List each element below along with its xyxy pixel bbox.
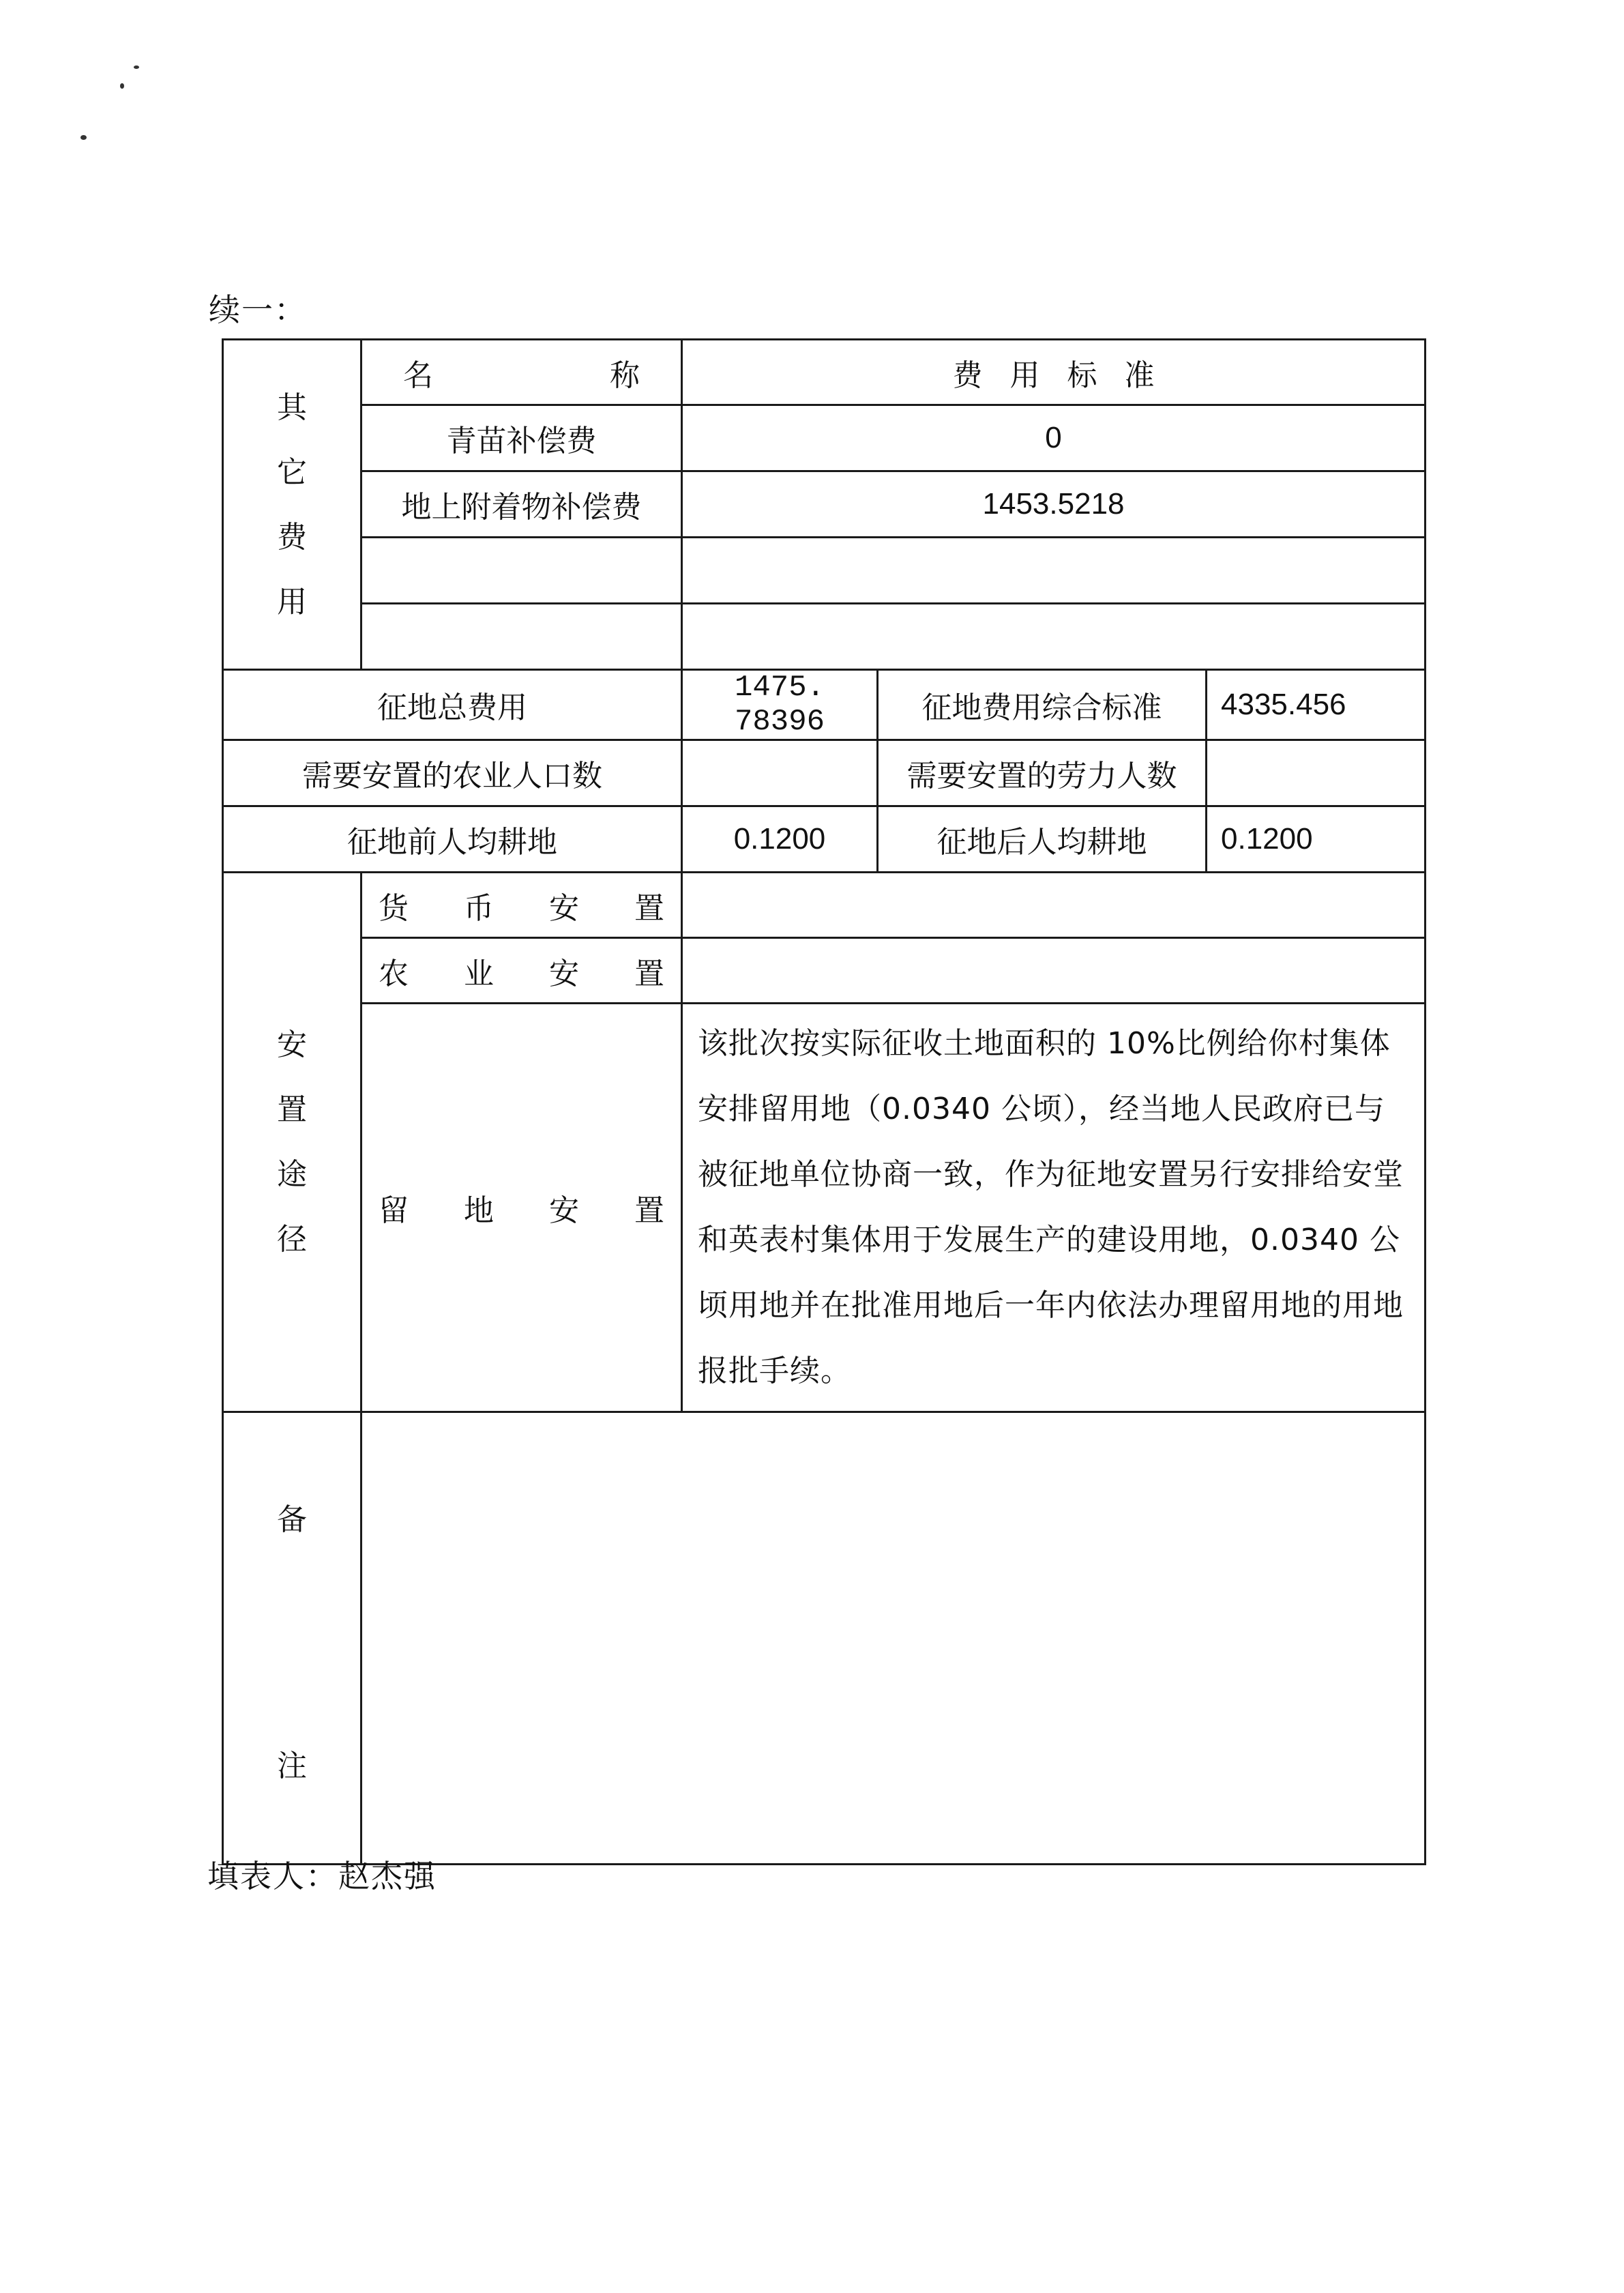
cost-value-cell: 1453.5218 xyxy=(682,471,1426,538)
per-capita-after-value: 0.1200 xyxy=(1207,806,1426,873)
agri-population-value xyxy=(682,740,878,806)
land-reservation-label: 留 地 安 置 xyxy=(361,1004,682,1412)
cost-name-cell: 青苗补偿费 xyxy=(361,405,682,471)
resettlement-group-label: 安 置 途 径 xyxy=(223,873,361,1412)
land-acquisition-form xyxy=(222,338,1426,1865)
per-capita-before-label: 征地前人均耕地 xyxy=(223,806,682,873)
per-capita-after-label: 征地后人均耕地 xyxy=(878,806,1207,873)
cost-value-cell: 0 xyxy=(682,405,1426,471)
per-capita-before-value: 0.1200 xyxy=(682,806,878,873)
scan-speck xyxy=(80,135,87,140)
standard-column-header: 费 用 标 准 xyxy=(682,340,1426,405)
cost-name-cell xyxy=(361,538,682,604)
cost-value-cell xyxy=(682,604,1426,670)
agri-resettlement-value xyxy=(682,938,1426,1004)
agri-resettlement-label: 农 业 安 置 xyxy=(361,938,682,1004)
name-column-header: 名 称 xyxy=(361,340,682,405)
remarks-content xyxy=(361,1412,1426,1865)
composite-standard-value: 4335.456 xyxy=(1207,670,1426,740)
cost-name-cell xyxy=(361,604,682,670)
form-filler: 填表人：赵杰强 xyxy=(207,1858,437,1895)
continuation-label: 续一： xyxy=(209,291,307,328)
other-costs-group-label: 其 它 费 用 xyxy=(223,340,361,670)
remarks-label: 备 注 xyxy=(223,1412,361,1865)
agri-population-label: 需要安置的农业人口数 xyxy=(223,740,682,806)
land-reservation-text: 该批次按实际征收土地面积的 10%比例给你村集体安排留用地（0.0340 公顷），经当地人民政府已与被征地单位协商一致，作为征地安置另行安排给安堂和英表村集体用于发展生产的建设用地，0.0340 公顷用地并在批准用地后一年内依法办理留用地的用地报批手续。 xyxy=(682,1004,1426,1412)
total-cost-value: 1475. 78396 xyxy=(682,670,878,740)
cost-value-cell xyxy=(682,538,1426,604)
cost-name-cell: 地上附着物补偿费 xyxy=(361,471,682,538)
total-cost-label: 征地总费用 xyxy=(223,670,682,740)
monetary-resettlement-value xyxy=(682,873,1426,938)
scan-speck xyxy=(134,65,139,69)
composite-standard-label: 征地费用综合标准 xyxy=(878,670,1207,740)
scan-speck xyxy=(120,83,124,89)
labor-count-value xyxy=(1207,740,1426,806)
labor-count-label: 需要安置的劳力人数 xyxy=(878,740,1207,806)
monetary-resettlement-label: 货 币 安 置 xyxy=(361,873,682,938)
